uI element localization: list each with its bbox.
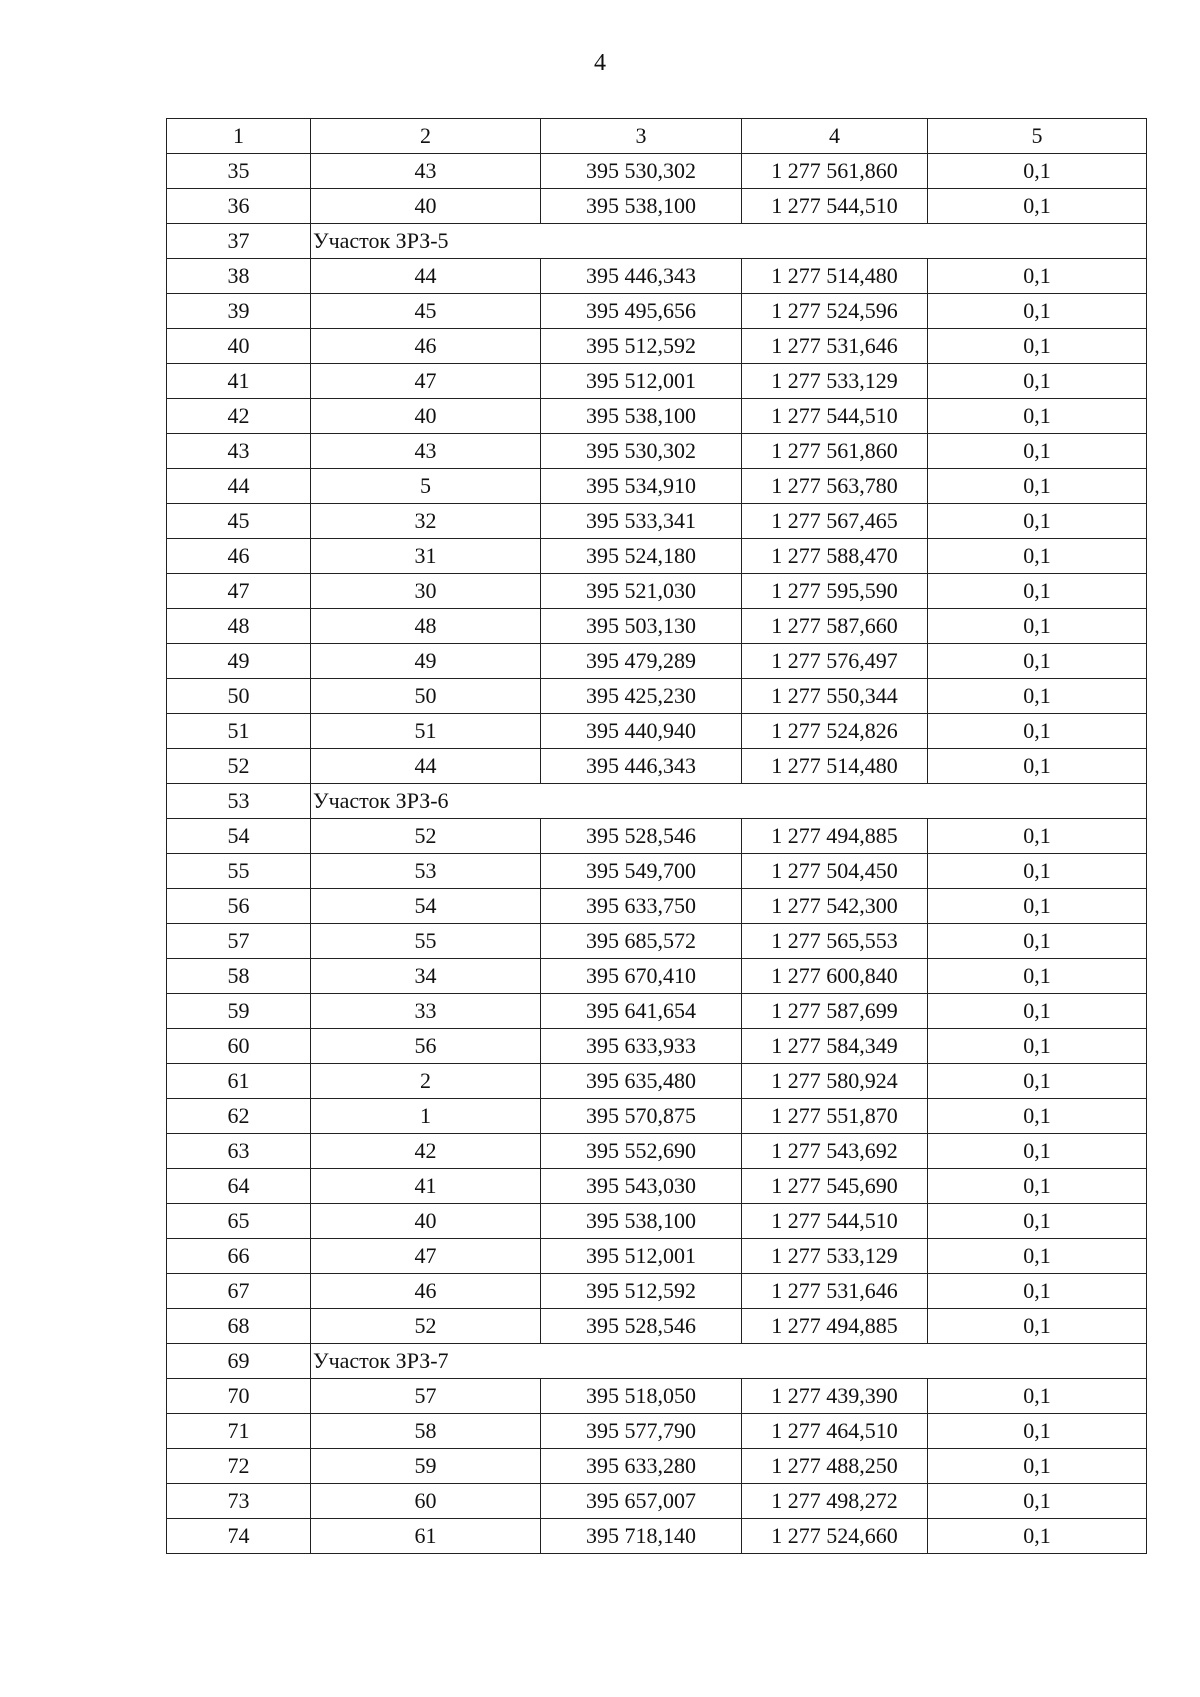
row-number-cell: 40 — [167, 329, 311, 364]
x-coordinate-cell: 395 446,343 — [541, 749, 742, 784]
table-header-row — [167, 119, 1147, 154]
header-cell: 4 — [742, 119, 928, 154]
accuracy-cell: 0,1 — [928, 609, 1147, 644]
point-number-cell: 56 — [311, 1029, 541, 1064]
point-number-cell: 60 — [311, 1484, 541, 1519]
table-row — [167, 329, 1147, 364]
header-cell: 1 — [167, 119, 311, 154]
accuracy-cell: 0,1 — [928, 1519, 1147, 1554]
row-number-cell: 35 — [167, 154, 311, 189]
point-number-cell: 49 — [311, 644, 541, 679]
row-number-cell: 48 — [167, 609, 311, 644]
point-number-cell: 40 — [311, 1204, 541, 1239]
accuracy-cell: 0,1 — [928, 399, 1147, 434]
x-coordinate-cell: 395 495,656 — [541, 294, 742, 329]
x-coordinate-cell: 395 633,280 — [541, 1449, 742, 1484]
x-coordinate-cell: 395 512,592 — [541, 1274, 742, 1309]
section-row — [167, 784, 1147, 819]
table-row — [167, 1099, 1147, 1134]
accuracy-cell: 0,1 — [928, 889, 1147, 924]
point-number-cell: 1 — [311, 1099, 541, 1134]
point-number-cell: 44 — [311, 259, 541, 294]
table-row — [167, 1414, 1147, 1449]
y-coordinate-cell: 1 277 494,885 — [742, 819, 928, 854]
x-coordinate-cell: 395 446,343 — [541, 259, 742, 294]
row-number-cell: 49 — [167, 644, 311, 679]
table-row — [167, 749, 1147, 784]
y-coordinate-cell: 1 277 488,250 — [742, 1449, 928, 1484]
y-coordinate-cell: 1 277 524,826 — [742, 714, 928, 749]
accuracy-cell: 0,1 — [928, 924, 1147, 959]
x-coordinate-cell: 395 635,480 — [541, 1064, 742, 1099]
header-cell: 2 — [311, 119, 541, 154]
point-number-cell: 58 — [311, 1414, 541, 1449]
accuracy-cell: 0,1 — [928, 854, 1147, 889]
x-coordinate-cell: 395 530,302 — [541, 154, 742, 189]
x-coordinate-cell: 395 670,410 — [541, 959, 742, 994]
x-coordinate-cell: 395 503,130 — [541, 609, 742, 644]
y-coordinate-cell: 1 277 561,860 — [742, 434, 928, 469]
table-row — [167, 504, 1147, 539]
accuracy-cell: 0,1 — [928, 1449, 1147, 1484]
section-title-cell: Участок ЗРЗ-7 — [311, 1344, 1147, 1379]
table-row — [167, 1484, 1147, 1519]
row-number-cell: 53 — [167, 784, 311, 819]
table-row — [167, 1204, 1147, 1239]
header-cell: 5 — [928, 119, 1147, 154]
table-row — [167, 259, 1147, 294]
y-coordinate-cell: 1 277 584,349 — [742, 1029, 928, 1064]
accuracy-cell: 0,1 — [928, 364, 1147, 399]
accuracy-cell: 0,1 — [928, 469, 1147, 504]
header-cell: 3 — [541, 119, 742, 154]
point-number-cell: 51 — [311, 714, 541, 749]
row-number-cell: 71 — [167, 1414, 311, 1449]
x-coordinate-cell: 395 534,910 — [541, 469, 742, 504]
row-number-cell: 37 — [167, 224, 311, 259]
row-number-cell: 54 — [167, 819, 311, 854]
y-coordinate-cell: 1 277 533,129 — [742, 364, 928, 399]
section-title-cell: Участок ЗРЗ-6 — [311, 784, 1147, 819]
row-number-cell: 42 — [167, 399, 311, 434]
coordinates-table — [166, 118, 1147, 1554]
row-number-cell: 66 — [167, 1239, 311, 1274]
accuracy-cell: 0,1 — [928, 294, 1147, 329]
y-coordinate-cell: 1 277 550,344 — [742, 679, 928, 714]
point-number-cell: 52 — [311, 819, 541, 854]
x-coordinate-cell: 395 521,030 — [541, 574, 742, 609]
section-title-cell: Участок ЗРЗ-5 — [311, 224, 1147, 259]
x-coordinate-cell: 395 512,001 — [541, 364, 742, 399]
table-row — [167, 189, 1147, 224]
accuracy-cell: 0,1 — [928, 714, 1147, 749]
y-coordinate-cell: 1 277 587,699 — [742, 994, 928, 1029]
point-number-cell: 59 — [311, 1449, 541, 1484]
x-coordinate-cell: 395 552,690 — [541, 1134, 742, 1169]
point-number-cell: 46 — [311, 329, 541, 364]
row-number-cell: 64 — [167, 1169, 311, 1204]
table-row — [167, 1379, 1147, 1414]
table-row — [167, 434, 1147, 469]
table-row — [167, 1274, 1147, 1309]
row-number-cell: 72 — [167, 1449, 311, 1484]
x-coordinate-cell: 395 533,341 — [541, 504, 742, 539]
point-number-cell: 50 — [311, 679, 541, 714]
table-row — [167, 1134, 1147, 1169]
y-coordinate-cell: 1 277 524,596 — [742, 294, 928, 329]
accuracy-cell: 0,1 — [928, 1099, 1147, 1134]
accuracy-cell: 0,1 — [928, 749, 1147, 784]
section-row — [167, 1344, 1147, 1379]
accuracy-cell: 0,1 — [928, 679, 1147, 714]
row-number-cell: 46 — [167, 539, 311, 574]
table-row — [167, 1309, 1147, 1344]
row-number-cell: 61 — [167, 1064, 311, 1099]
accuracy-cell: 0,1 — [928, 959, 1147, 994]
y-coordinate-cell: 1 277 565,553 — [742, 924, 928, 959]
point-number-cell: 47 — [311, 364, 541, 399]
point-number-cell: 53 — [311, 854, 541, 889]
row-number-cell: 58 — [167, 959, 311, 994]
point-number-cell: 30 — [311, 574, 541, 609]
accuracy-cell: 0,1 — [928, 504, 1147, 539]
x-coordinate-cell: 395 657,007 — [541, 1484, 742, 1519]
y-coordinate-cell: 1 277 514,480 — [742, 259, 928, 294]
x-coordinate-cell: 395 570,875 — [541, 1099, 742, 1134]
accuracy-cell: 0,1 — [928, 1064, 1147, 1099]
row-number-cell: 45 — [167, 504, 311, 539]
y-coordinate-cell: 1 277 543,692 — [742, 1134, 928, 1169]
row-number-cell: 39 — [167, 294, 311, 329]
section-row — [167, 224, 1147, 259]
row-number-cell: 70 — [167, 1379, 311, 1414]
y-coordinate-cell: 1 277 544,510 — [742, 399, 928, 434]
point-number-cell: 52 — [311, 1309, 541, 1344]
row-number-cell: 57 — [167, 924, 311, 959]
x-coordinate-cell: 395 538,100 — [541, 399, 742, 434]
x-coordinate-cell: 395 528,546 — [541, 819, 742, 854]
table-row — [167, 819, 1147, 854]
accuracy-cell: 0,1 — [928, 259, 1147, 294]
row-number-cell: 56 — [167, 889, 311, 924]
row-number-cell: 41 — [167, 364, 311, 399]
x-coordinate-cell: 395 440,940 — [541, 714, 742, 749]
point-number-cell: 48 — [311, 609, 541, 644]
page-number: 4 — [594, 50, 606, 76]
row-number-cell: 43 — [167, 434, 311, 469]
y-coordinate-cell: 1 277 595,590 — [742, 574, 928, 609]
row-number-cell: 60 — [167, 1029, 311, 1064]
y-coordinate-cell: 1 277 587,660 — [742, 609, 928, 644]
table-row — [167, 1029, 1147, 1064]
accuracy-cell: 0,1 — [928, 1204, 1147, 1239]
point-number-cell: 31 — [311, 539, 541, 574]
accuracy-cell: 0,1 — [928, 1274, 1147, 1309]
x-coordinate-cell: 395 538,100 — [541, 1204, 742, 1239]
point-number-cell: 42 — [311, 1134, 541, 1169]
x-coordinate-cell: 395 633,933 — [541, 1029, 742, 1064]
row-number-cell: 44 — [167, 469, 311, 504]
y-coordinate-cell: 1 277 464,510 — [742, 1414, 928, 1449]
x-coordinate-cell: 395 479,289 — [541, 644, 742, 679]
table-row — [167, 1169, 1147, 1204]
accuracy-cell: 0,1 — [928, 1484, 1147, 1519]
accuracy-cell: 0,1 — [928, 1134, 1147, 1169]
y-coordinate-cell: 1 277 514,480 — [742, 749, 928, 784]
y-coordinate-cell: 1 277 567,465 — [742, 504, 928, 539]
row-number-cell: 50 — [167, 679, 311, 714]
y-coordinate-cell: 1 277 563,780 — [742, 469, 928, 504]
row-number-cell: 65 — [167, 1204, 311, 1239]
x-coordinate-cell: 395 518,050 — [541, 1379, 742, 1414]
row-number-cell: 62 — [167, 1099, 311, 1134]
accuracy-cell: 0,1 — [928, 1309, 1147, 1344]
point-number-cell: 40 — [311, 399, 541, 434]
table-row — [167, 1064, 1147, 1099]
row-number-cell: 68 — [167, 1309, 311, 1344]
y-coordinate-cell: 1 277 544,510 — [742, 189, 928, 224]
row-number-cell: 74 — [167, 1519, 311, 1554]
table-row — [167, 1239, 1147, 1274]
y-coordinate-cell: 1 277 545,690 — [742, 1169, 928, 1204]
point-number-cell: 44 — [311, 749, 541, 784]
row-number-cell: 51 — [167, 714, 311, 749]
table-row — [167, 574, 1147, 609]
y-coordinate-cell: 1 277 531,646 — [742, 329, 928, 364]
point-number-cell: 55 — [311, 924, 541, 959]
x-coordinate-cell: 395 538,100 — [541, 189, 742, 224]
point-number-cell: 34 — [311, 959, 541, 994]
y-coordinate-cell: 1 277 494,885 — [742, 1309, 928, 1344]
accuracy-cell: 0,1 — [928, 1414, 1147, 1449]
x-coordinate-cell: 395 543,030 — [541, 1169, 742, 1204]
x-coordinate-cell: 395 577,790 — [541, 1414, 742, 1449]
table-body — [167, 154, 1147, 1554]
x-coordinate-cell: 395 549,700 — [541, 854, 742, 889]
x-coordinate-cell: 395 512,001 — [541, 1239, 742, 1274]
table-row — [167, 679, 1147, 714]
accuracy-cell: 0,1 — [928, 539, 1147, 574]
accuracy-cell: 0,1 — [928, 574, 1147, 609]
point-number-cell: 43 — [311, 154, 541, 189]
row-number-cell: 67 — [167, 1274, 311, 1309]
y-coordinate-cell: 1 277 551,870 — [742, 1099, 928, 1134]
table-row — [167, 644, 1147, 679]
y-coordinate-cell: 1 277 524,660 — [742, 1519, 928, 1554]
y-coordinate-cell: 1 277 580,924 — [742, 1064, 928, 1099]
y-coordinate-cell: 1 277 498,272 — [742, 1484, 928, 1519]
table-row — [167, 1519, 1147, 1554]
point-number-cell: 57 — [311, 1379, 541, 1414]
point-number-cell: 45 — [311, 294, 541, 329]
point-number-cell: 33 — [311, 994, 541, 1029]
point-number-cell: 61 — [311, 1519, 541, 1554]
table-row — [167, 609, 1147, 644]
table-row — [167, 469, 1147, 504]
accuracy-cell: 0,1 — [928, 1169, 1147, 1204]
point-number-cell: 2 — [311, 1064, 541, 1099]
point-number-cell: 40 — [311, 189, 541, 224]
table-row — [167, 399, 1147, 434]
x-coordinate-cell: 395 512,592 — [541, 329, 742, 364]
table-row — [167, 1449, 1147, 1484]
row-number-cell: 36 — [167, 189, 311, 224]
x-coordinate-cell: 395 425,230 — [541, 679, 742, 714]
row-number-cell: 63 — [167, 1134, 311, 1169]
row-number-cell: 47 — [167, 574, 311, 609]
y-coordinate-cell: 1 277 544,510 — [742, 1204, 928, 1239]
accuracy-cell: 0,1 — [928, 644, 1147, 679]
y-coordinate-cell: 1 277 533,129 — [742, 1239, 928, 1274]
row-number-cell: 52 — [167, 749, 311, 784]
table-row — [167, 364, 1147, 399]
row-number-cell: 55 — [167, 854, 311, 889]
accuracy-cell: 0,1 — [928, 819, 1147, 854]
point-number-cell: 43 — [311, 434, 541, 469]
accuracy-cell: 0,1 — [928, 994, 1147, 1029]
y-coordinate-cell: 1 277 531,646 — [742, 1274, 928, 1309]
y-coordinate-cell: 1 277 542,300 — [742, 889, 928, 924]
table-row — [167, 154, 1147, 189]
point-number-cell: 41 — [311, 1169, 541, 1204]
table-row — [167, 539, 1147, 574]
table-row — [167, 959, 1147, 994]
y-coordinate-cell: 1 277 561,860 — [742, 154, 928, 189]
row-number-cell: 69 — [167, 1344, 311, 1379]
accuracy-cell: 0,1 — [928, 434, 1147, 469]
accuracy-cell: 0,1 — [928, 1239, 1147, 1274]
y-coordinate-cell: 1 277 504,450 — [742, 854, 928, 889]
accuracy-cell: 0,1 — [928, 189, 1147, 224]
point-number-cell: 47 — [311, 1239, 541, 1274]
y-coordinate-cell: 1 277 576,497 — [742, 644, 928, 679]
x-coordinate-cell: 395 685,572 — [541, 924, 742, 959]
table-row — [167, 994, 1147, 1029]
x-coordinate-cell: 395 530,302 — [541, 434, 742, 469]
point-number-cell: 54 — [311, 889, 541, 924]
row-number-cell: 59 — [167, 994, 311, 1029]
x-coordinate-cell: 395 641,654 — [541, 994, 742, 1029]
x-coordinate-cell: 395 718,140 — [541, 1519, 742, 1554]
y-coordinate-cell: 1 277 600,840 — [742, 959, 928, 994]
point-number-cell: 46 — [311, 1274, 541, 1309]
row-number-cell: 38 — [167, 259, 311, 294]
table-row — [167, 924, 1147, 959]
y-coordinate-cell: 1 277 588,470 — [742, 539, 928, 574]
table-row — [167, 889, 1147, 924]
point-number-cell: 32 — [311, 504, 541, 539]
point-number-cell: 5 — [311, 469, 541, 504]
accuracy-cell: 0,1 — [928, 154, 1147, 189]
y-coordinate-cell: 1 277 439,390 — [742, 1379, 928, 1414]
table-row — [167, 854, 1147, 889]
table-row — [167, 294, 1147, 329]
accuracy-cell: 0,1 — [928, 329, 1147, 364]
x-coordinate-cell: 395 633,750 — [541, 889, 742, 924]
x-coordinate-cell: 395 524,180 — [541, 539, 742, 574]
accuracy-cell: 0,1 — [928, 1029, 1147, 1064]
table-row — [167, 714, 1147, 749]
x-coordinate-cell: 395 528,546 — [541, 1309, 742, 1344]
row-number-cell: 73 — [167, 1484, 311, 1519]
accuracy-cell: 0,1 — [928, 1379, 1147, 1414]
